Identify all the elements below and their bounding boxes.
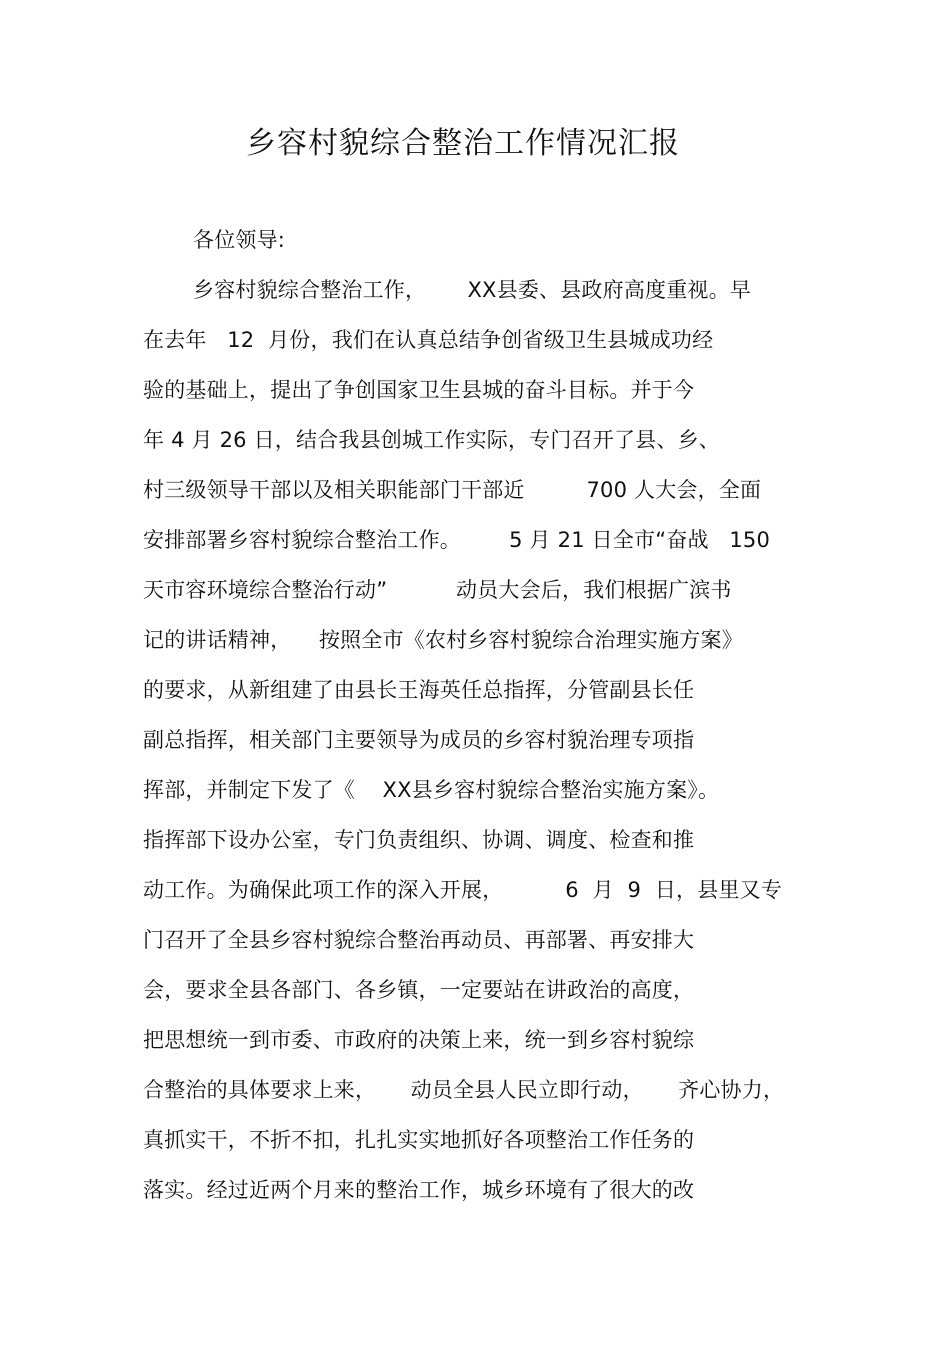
paragraph-line: 天市容环境综合整治行动” 动员大会后，我们根据广滨书 bbox=[143, 578, 732, 602]
paragraph-line: 真抓实干，不折不扣，扎扎实实地抓好各项整治工作任务的 bbox=[143, 1128, 695, 1152]
paragraph-line: 的要求，从新组建了由县长王海英任总指挥，分管副县长任 bbox=[143, 678, 695, 702]
paragraph-line: 会，要求全县各部门、各乡镇，一定要站在讲政治的高度， bbox=[143, 978, 695, 1002]
paragraph-line: 村三级领导干部以及相关职能部门干部近 700 人大会，全面 bbox=[143, 478, 762, 502]
paragraph-line: 合整治的具体要求上来， 动员全县人民立即行动， 齐心协力， bbox=[143, 1078, 785, 1102]
paragraph-line: 验的基础上，提出了争创国家卫生县城的奋斗目标。并于今 bbox=[143, 378, 695, 402]
paragraph-line: 动工作。为确保此项工作的深入开展， 6 月 9 日，县里又专 bbox=[143, 878, 783, 902]
paragraph-line: 门召开了全县乡容村貌综合整治再动员、再部署、再安排大 bbox=[143, 928, 695, 952]
paragraph-line: 记的讲话精神， 按照全市《农村乡容村貌综合治理实施方案》 bbox=[143, 628, 743, 652]
paragraph-line: 年 4 月 26 日，结合我县创城工作实际，专门召开了县、乡、 bbox=[143, 428, 720, 452]
salutation: 各位领导: bbox=[193, 228, 286, 252]
paragraph-line: 在去年 12 月份，我们在认真总结争创省级卫生县城成功经 bbox=[143, 328, 714, 352]
paragraph-line: 落实。经过近两个月来的整治工作，城乡环境有了很大的改 bbox=[143, 1178, 695, 1202]
paragraph-line: 挥部，并制定下发了《 XX县乡容村貌综合整治实施方案》。 bbox=[143, 778, 720, 802]
document-title: 乡容村貌综合整治工作情况汇报 bbox=[246, 126, 680, 161]
paragraph-line: 乡容村貌综合整治工作， XX县委、县政府高度重视。早 bbox=[193, 278, 752, 302]
paragraph-line: 安排部署乡容村貌综合整治工作。 5 月 21 日全市“奋战 150 bbox=[143, 528, 771, 552]
paragraph-line: 副总指挥，相关部门主要领导为成员的乡容村貌治理专项指 bbox=[143, 728, 695, 752]
paragraph-line: 指挥部下设办公室，专门负责组织、协调、调度、检查和推 bbox=[143, 828, 695, 852]
paragraph-line: 把思想统一到市委、市政府的决策上来，统一到乡容村貌综 bbox=[143, 1028, 695, 1052]
